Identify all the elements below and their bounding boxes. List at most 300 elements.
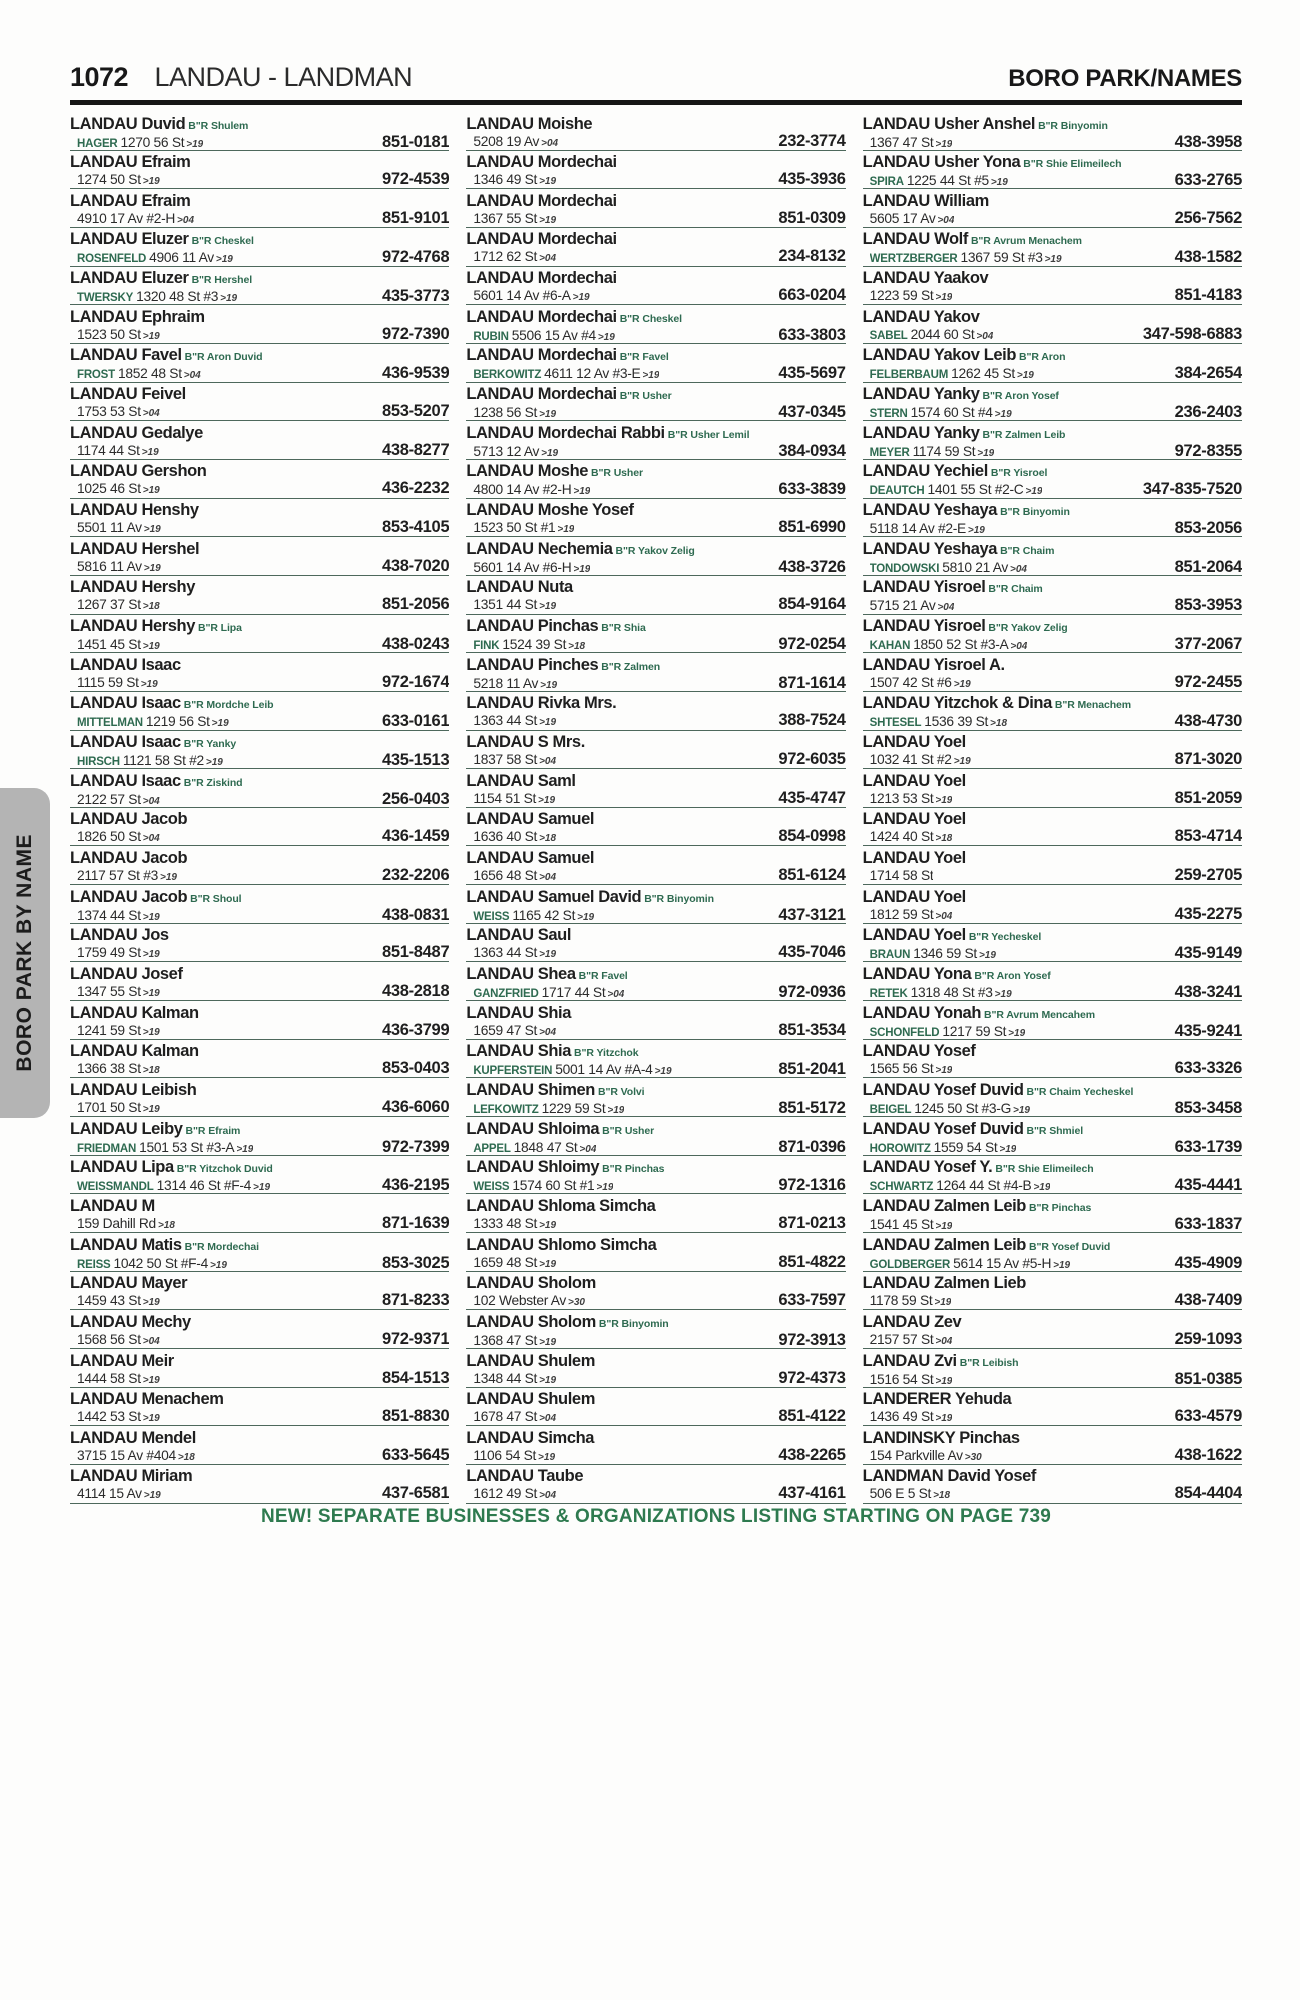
entry-zone: >04 (579, 1143, 597, 1155)
entry-name: LANDAU Simcha (466, 1428, 595, 1447)
entry-name: LANDAU Mordechai (466, 153, 617, 172)
entry-zone: >19 (142, 485, 160, 497)
entry-name-line (70, 346, 449, 366)
entry-name-line (863, 501, 1242, 521)
entry-address: 1444 58 St (77, 1370, 141, 1386)
entry-address-line (70, 481, 449, 498)
directory-entry (863, 924, 1242, 963)
entry-phone: 663-0204 (778, 286, 846, 305)
entry-address: 1213 53 St (869, 790, 934, 806)
entry-patronymic: B"R Shulem (188, 119, 249, 132)
entry-zone: >04 (539, 1413, 557, 1425)
entry-address-group (870, 560, 1027, 576)
entry-phone: 851-0181 (381, 132, 450, 151)
entry-surname: RUBIN (473, 330, 509, 343)
entry-address-line (466, 829, 845, 846)
directory-column (863, 112, 1242, 1504)
entry-surname: SABEL (869, 329, 908, 342)
entry-address-line (863, 1098, 1242, 1117)
entry-name: LANDAU Yosef (862, 1042, 976, 1061)
directory-entry (863, 383, 1242, 422)
entry-address-line (70, 404, 449, 421)
entry-address-line (466, 208, 846, 228)
entry-address: 1314 46 St #F-4 (156, 1178, 252, 1194)
entry-address-line (863, 946, 1242, 962)
directory-entry (70, 615, 449, 654)
entry-name-line (863, 1429, 1242, 1448)
entry-name-line (70, 1352, 449, 1371)
entry-address-line (70, 520, 449, 537)
entry-address-group (77, 1140, 253, 1156)
entry-phone: 438-1622 (1174, 1445, 1242, 1464)
entry-phone: 871-0213 (778, 1213, 846, 1232)
entry-zone: >19 (143, 1490, 161, 1502)
entry-name-line (863, 1081, 1242, 1101)
entry-address-group (77, 1409, 160, 1426)
entry-phone: 436-3799 (381, 1020, 450, 1039)
entry-name: LANDERER Yehuda (862, 1390, 1012, 1409)
entry-address-line (70, 1178, 449, 1194)
entry-address: 1121 58 St #2 (122, 753, 204, 768)
directory-entry (70, 228, 449, 267)
directory-entry (863, 1233, 1242, 1272)
entry-address: 1245 50 St #3-G (914, 1100, 1012, 1116)
directory-entry (70, 1001, 449, 1040)
entry-phone: 851-6124 (778, 865, 846, 884)
directory-entry (466, 808, 845, 847)
entry-zone: >19 (539, 176, 557, 188)
entry-zone: >19 (935, 1413, 953, 1425)
directory-entry (466, 846, 845, 885)
entry-name-line (70, 1429, 449, 1448)
entry-address-line (70, 556, 450, 576)
entry-phone: 853-2056 (1174, 519, 1242, 538)
entry-address-group (77, 1256, 227, 1272)
entry-address: 1659 47 St (473, 1022, 538, 1038)
entry-address-group (870, 1217, 953, 1233)
entry-phone: 851-4822 (778, 1252, 846, 1271)
entry-address-line (863, 672, 1242, 692)
entry-name: LANDAU Usher Yona (862, 153, 1021, 172)
directory-entry (70, 383, 449, 422)
entry-zone: >19 (142, 330, 160, 342)
entry-address: 1367 47 St (869, 134, 934, 150)
entry-name: LANDAU Yosef Duvid (862, 1119, 1024, 1138)
directory-entry (70, 808, 449, 847)
entry-surname: SCHONFELD (869, 1026, 940, 1039)
entry-name: LANDAU Efraim (70, 191, 191, 210)
entry-address-group (870, 1448, 982, 1465)
entry-name: LANDAU Pinches (466, 655, 599, 674)
entry-zone: >19 (541, 447, 559, 459)
entry-address: 1346 49 St (473, 172, 538, 188)
entry-name-line (863, 1004, 1242, 1024)
entry-address-line (863, 1061, 1242, 1078)
page-number: 1072 (70, 62, 129, 92)
entry-phone: 972-9371 (381, 1329, 450, 1348)
entry-address-group (77, 520, 161, 537)
name-range: LANDAU - LANDMAN (154, 62, 413, 92)
entry-phone: 633-1739 (1174, 1137, 1242, 1156)
entry-name: LANDAU Yoel (862, 771, 966, 790)
entry-name-line (863, 462, 1242, 482)
entry-address-line (863, 1369, 1242, 1388)
entry-address: 159 Dahill Rd (77, 1215, 156, 1231)
entry-address-line (863, 1409, 1242, 1426)
entry-name-line (863, 308, 1242, 327)
entry-address-line (70, 172, 449, 189)
directory-entry (70, 1156, 449, 1195)
entry-address: 1701 50 St (77, 1099, 141, 1115)
entry-address-line (70, 250, 449, 266)
entry-address: 1320 48 St #3 (136, 289, 219, 305)
directory-entry (70, 1194, 449, 1233)
entry-patronymic: B"R Aron Yosef (982, 390, 1059, 403)
directory-entry (70, 537, 449, 576)
entry-name-line (466, 1004, 845, 1023)
entry-phone: 384-0934 (778, 441, 846, 460)
entry-surname: MEYER (869, 446, 910, 459)
entry-address-line (863, 752, 1242, 769)
entry-address-group (473, 1333, 556, 1349)
entry-name: LANDAU Kalman (70, 1003, 199, 1022)
entry-patronymic: B"R Aron (1019, 351, 1066, 364)
entry-address-line (863, 1445, 1242, 1465)
directory-entry (863, 962, 1242, 1001)
entry-zone: >19 (539, 1374, 557, 1386)
entry-zone: >04 (539, 253, 557, 265)
entry-zone: >30 (568, 1297, 585, 1309)
entry-address-group (473, 1293, 585, 1310)
entry-address-group (870, 1256, 1070, 1272)
entry-zone: >04 (935, 1335, 953, 1347)
entry-address-group (77, 984, 160, 1001)
entry-address-line (466, 637, 845, 653)
entry-patronymic: B"R Mordechai (184, 1240, 259, 1253)
entry-name: LANDAU Menachem (70, 1390, 224, 1409)
directory-entry (863, 189, 1242, 228)
entry-patronymic: B"R Avrum Mencahem (984, 1008, 1095, 1021)
entry-address-line (863, 598, 1242, 614)
directory-entry (466, 731, 845, 770)
entry-surname: BERKOWITZ (473, 369, 542, 382)
directory-entry (863, 305, 1242, 344)
entry-address-line (70, 1409, 449, 1426)
entry-name: LANDAU Ephraim (70, 307, 205, 326)
entry-phone: 972-8355 (1174, 441, 1242, 460)
entry-name-line (70, 1236, 449, 1256)
entry-address: 1042 50 St #F-4 (113, 1255, 208, 1271)
directory-entry (70, 1117, 449, 1156)
entry-zone: >19 (573, 563, 591, 575)
entry-address: 1367 55 St (473, 210, 538, 226)
entry-patronymic: B"R Shie Elimeilech (995, 1163, 1094, 1176)
entry-address-group (473, 444, 558, 460)
entry-address-group (870, 985, 1012, 1001)
entry-zone: >19 (654, 1066, 672, 1078)
entry-address-group (870, 791, 953, 808)
entry-zone: >04 (976, 330, 994, 342)
entry-address: 1374 44 St (77, 907, 141, 923)
entry-address-group (77, 829, 160, 846)
entry-zone: >19 (142, 949, 160, 961)
entry-address-line (466, 1213, 846, 1233)
entry-address: 1165 42 St (512, 907, 576, 923)
entry-name-line (863, 1120, 1242, 1140)
entry-address: 4906 11 Av (149, 250, 214, 266)
entry-zone: >19 (607, 1104, 625, 1116)
entry-address-line (466, 441, 846, 460)
entry-name-line (70, 656, 449, 675)
entry-address-line (863, 132, 1242, 151)
entry-surname: KUPFERSTEIN (473, 1065, 553, 1078)
directory-entry (863, 1426, 1242, 1465)
entry-address: 4800 14 Av #2-H (473, 482, 572, 498)
entry-address: 1459 43 St (77, 1293, 141, 1309)
directory-entry (863, 537, 1242, 576)
entry-address: 1612 49 St (473, 1486, 538, 1502)
entry-phone: 871-8233 (381, 1291, 450, 1310)
entry-patronymic: B"R Chaim Yecheskel (1026, 1085, 1134, 1098)
entry-address-group (77, 597, 160, 614)
directory-entry (466, 267, 845, 306)
entry-phone: 437-6581 (381, 1484, 450, 1503)
entry-zone: >19 (142, 1374, 160, 1386)
entry-phone: 435-3936 (778, 170, 846, 189)
directory-entry (863, 460, 1242, 499)
entry-patronymic: B"R Leibish (959, 1356, 1019, 1369)
directory-entry (863, 344, 1242, 383)
entry-address-group (77, 135, 203, 151)
entry-surname: GANZFRIED (473, 987, 539, 1000)
entry-address-group (77, 289, 237, 305)
entry-address-group (473, 1062, 671, 1078)
entry-address-line (70, 1445, 450, 1465)
directory-entry (863, 1117, 1242, 1156)
entry-phone: 851-4183 (1174, 286, 1242, 305)
entry-address: 1351 44 St (473, 597, 538, 613)
entry-phone: 851-3534 (778, 1020, 846, 1039)
entry-address-group (473, 908, 594, 924)
entry-patronymic: B"R Favel (578, 969, 628, 982)
entry-name: LANDAU Saul (466, 926, 572, 945)
entry-name-line (466, 346, 845, 366)
entry-zone: >19 (994, 409, 1012, 421)
entry-phone: 436-2232 (381, 479, 450, 498)
entry-address: 1348 44 St (473, 1370, 538, 1386)
entry-address-group (870, 444, 995, 460)
directory-entry (70, 846, 449, 885)
entry-name: LANDAU Samuel (466, 810, 595, 829)
entry-zone: >19 (220, 293, 238, 305)
entry-address: 1274 50 St (77, 172, 141, 188)
entry-address: 1363 44 St (473, 713, 538, 729)
entry-patronymic: B"R Avrum Menachem (970, 235, 1082, 248)
entry-address-line (70, 597, 449, 614)
entry-address-group (473, 1255, 556, 1272)
entry-phone: 972-7390 (381, 324, 450, 343)
directory-entry (466, 924, 845, 963)
entry-zone: >19 (539, 949, 557, 961)
entry-address-line (466, 597, 845, 614)
entry-zone: >19 (1008, 1027, 1026, 1039)
entry-phone: 438-0243 (381, 635, 450, 654)
entry-name-line (863, 192, 1242, 211)
entry-zone: >19 (142, 911, 160, 923)
entry-address-group (473, 134, 558, 151)
entry-phone: 438-8277 (381, 440, 450, 459)
entry-zone: >04 (935, 910, 953, 922)
entry-name: LANDAU Hershel (70, 539, 200, 558)
entry-phone: 436-6060 (381, 1097, 450, 1116)
entry-phone: 234-8132 (778, 247, 846, 266)
entry-phone: 438-3241 (1174, 982, 1242, 1001)
entry-address: 1574 60 St #1 (512, 1178, 595, 1194)
entry-address-group (77, 637, 160, 653)
entry-phone: 851-8487 (381, 943, 450, 962)
entry-address-line (466, 673, 846, 692)
entry-address-group (77, 1100, 160, 1117)
entry-address: 1812 59 St (869, 906, 934, 922)
entry-address: 4611 12 Av #3-E (544, 366, 641, 382)
entry-address-group (870, 288, 953, 305)
entry-address: 1219 56 St (145, 714, 210, 730)
entry-phone: 871-1614 (778, 673, 846, 692)
entry-phone: 438-2818 (381, 981, 450, 1000)
entry-address-group (870, 907, 953, 924)
entry-name: LANDAU Kalman (70, 1042, 199, 1061)
entry-address: 1115 59 St (77, 674, 139, 690)
entry-address-group (77, 404, 160, 421)
entry-address-line (466, 982, 846, 1001)
entry-phone: 851-4122 (778, 1407, 846, 1426)
entry-address-group (473, 405, 556, 421)
entry-address-group (473, 1371, 556, 1388)
entry-name-line (70, 308, 449, 327)
entry-name-line (863, 656, 1242, 675)
entry-name-line (863, 617, 1242, 637)
entry-address-group (473, 482, 590, 498)
entry-address-line (70, 1137, 450, 1156)
entry-zone: >19 (142, 1103, 160, 1115)
entry-name-line (863, 424, 1242, 444)
entry-surname: FROST (77, 369, 115, 382)
entry-address: 1523 50 St #1 (473, 520, 556, 536)
entry-address-group (473, 520, 574, 537)
entry-phone: 851-2059 (1174, 788, 1242, 807)
entry-address-group (870, 173, 1008, 189)
entry-address-line (70, 672, 450, 692)
entry-name-line (863, 1352, 1242, 1372)
entry-phone: 972-3913 (778, 1330, 846, 1349)
entry-zone: >19 (977, 447, 995, 459)
directory-entry (70, 1426, 449, 1465)
entry-phone: 437-0345 (778, 403, 846, 422)
entry-address: 5218 11 Av (473, 675, 539, 691)
entry-zone: >19 (540, 679, 558, 691)
entry-zone: >19 (1016, 370, 1034, 382)
entry-address: 2117 57 St #3 (77, 867, 158, 883)
entry-address: 5118 14 Av #2-E (869, 521, 966, 537)
entry-zone: >04 (539, 1490, 557, 1502)
entry-address: 5506 15 Av #4 (511, 327, 596, 343)
entry-address-group (77, 868, 177, 885)
entry-address-group (870, 598, 955, 614)
entry-name-line (466, 1352, 845, 1371)
entry-phone: 854-0998 (778, 827, 846, 846)
entry-address-line (863, 1137, 1242, 1156)
entry-name: LANDAU Moshe (466, 462, 589, 481)
entry-phone: 851-0309 (778, 208, 846, 227)
entry-address: 1368 47 St (473, 1332, 538, 1348)
entry-name: LANDAU Zev (862, 1312, 962, 1331)
entry-patronymic: B"R Yecheskel (968, 931, 1042, 944)
entry-address-line (863, 208, 1242, 228)
entry-phone: 347-598-6883 (1142, 324, 1242, 343)
entry-zone: >19 (597, 331, 615, 343)
entry-address-line (70, 829, 449, 846)
entry-name: LANDAU Mordechai (466, 307, 617, 326)
entry-address-group (77, 1448, 195, 1465)
entry-name-line (863, 1236, 1242, 1256)
entry-zone: >19 (642, 370, 660, 382)
directory-entry (70, 305, 449, 344)
entry-zone: >19 (935, 138, 953, 150)
entry-surname: BRAUN (869, 949, 911, 962)
entry-address-group (473, 560, 590, 576)
entry-phone: 435-7046 (778, 943, 846, 962)
entry-zone: >19 (573, 486, 591, 498)
entry-name-line (466, 1120, 845, 1140)
entry-address: 1238 56 St (473, 405, 538, 421)
directory-entry (863, 421, 1242, 460)
directory-entry (466, 1426, 845, 1465)
directory-entry (863, 499, 1242, 538)
entry-phone: 438-1582 (1174, 248, 1242, 267)
directory-entry (70, 267, 449, 306)
entry-address: 5208 19 Av (473, 133, 540, 149)
entry-patronymic: B"R Yosef Duvid (1028, 1240, 1111, 1253)
entry-zone: >19 (1044, 254, 1062, 266)
entry-zone: >04 (1010, 563, 1027, 575)
entry-name: LANDAU Hershy (70, 578, 195, 597)
page-header (70, 62, 1242, 93)
entry-phone: 851-2056 (381, 595, 450, 614)
entry-phone: 871-3020 (1174, 750, 1242, 768)
entry-zone: >19 (211, 718, 229, 730)
entry-address: 5614 15 Av #5-H (953, 1255, 1052, 1271)
entry-name-line (70, 1004, 449, 1023)
entry-zone: >04 (539, 871, 557, 883)
entry-zone: >19 (142, 176, 160, 188)
entry-name-line (466, 656, 845, 676)
entry-name: LANDINSKY Pinchas (862, 1428, 1020, 1447)
entry-address-line (70, 208, 450, 228)
entry-address: 1262 45 St (951, 366, 1015, 382)
entry-name-line (70, 1120, 449, 1140)
entry-zone: >18 (568, 641, 586, 653)
entry-address-group (473, 945, 556, 962)
entry-zone: >19 (142, 1413, 160, 1425)
directory-entry (863, 846, 1242, 885)
entry-address: 1436 49 St (869, 1409, 934, 1425)
header-left (70, 62, 412, 93)
entry-address-line (466, 1486, 845, 1503)
entry-address-line (863, 1253, 1242, 1272)
entry-address: 1032 41 St #2 (869, 752, 952, 767)
entry-name-line (466, 1236, 845, 1255)
entry-zone: >19 (186, 138, 204, 150)
